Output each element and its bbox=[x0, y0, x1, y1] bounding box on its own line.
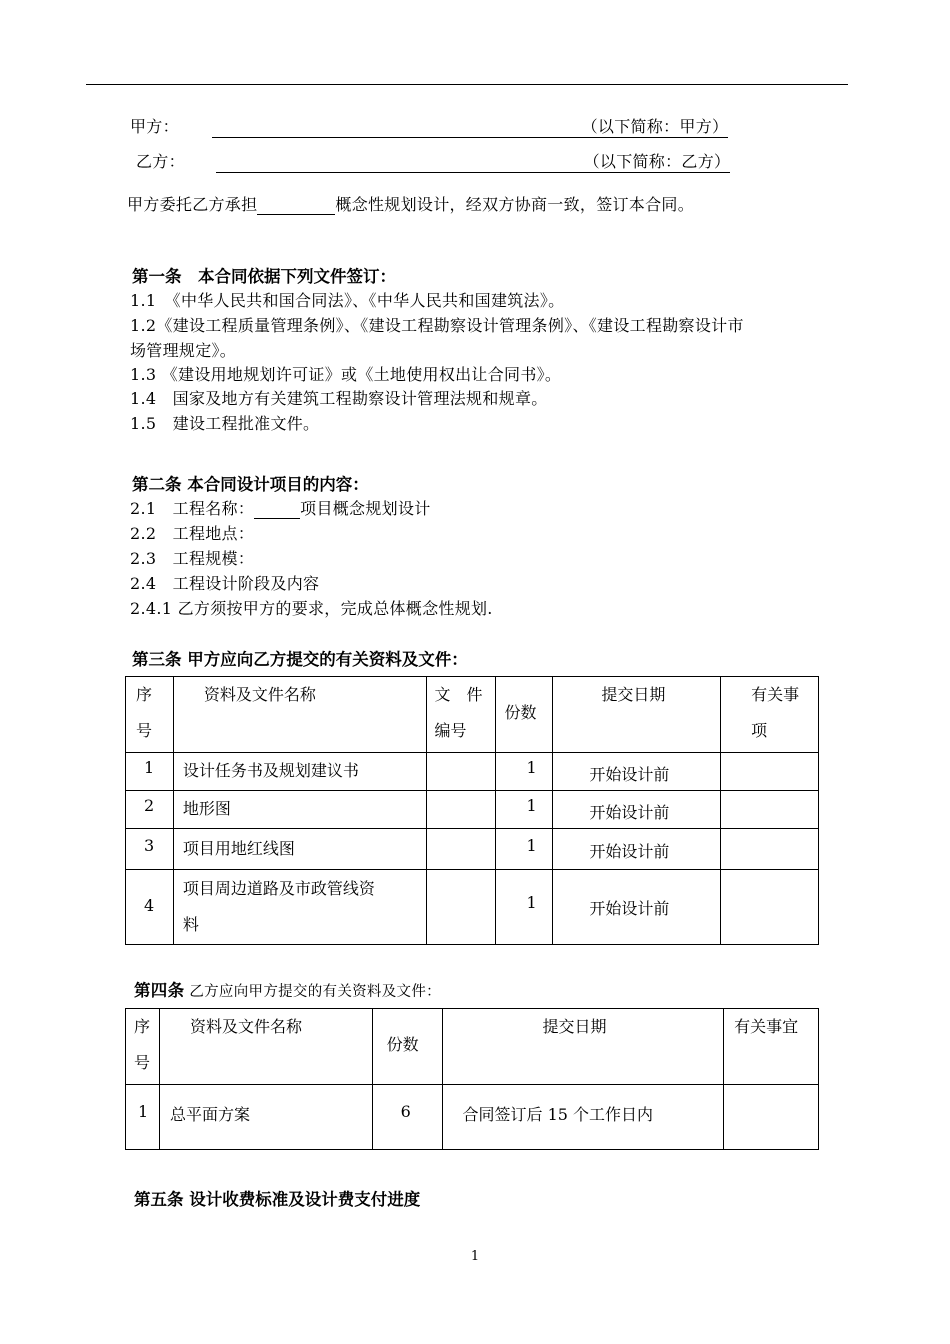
row-seq: 1 bbox=[138, 1102, 149, 1121]
row-name-cont: 料 bbox=[182, 915, 199, 934]
row-name: 项目周边道路及市政管线资 bbox=[182, 879, 375, 898]
party-a-line bbox=[130, 114, 728, 138]
header-name: 资料及文件名称 bbox=[173, 677, 426, 753]
row-date: 合同签订后 15 个工作日内 bbox=[462, 1105, 654, 1124]
article1-item: 1.2《建设工程质量管理条例》、《建设工程勘察设计管理条例》、《建设工程勘察设计市 bbox=[130, 316, 744, 335]
row-date: 开始设计前 bbox=[589, 899, 670, 918]
header-rule bbox=[86, 84, 848, 85]
party-b-suffix: （以下简称：乙方） bbox=[583, 152, 731, 171]
header-fileno: 文 件 编号 bbox=[426, 677, 496, 753]
intro-part2: 概念性规划设计，经双方协商一致，签订本合同。 bbox=[335, 195, 695, 214]
row-copies: 1 bbox=[526, 836, 537, 855]
article2-item: 2.3 工程规模： bbox=[130, 549, 255, 568]
article1-heading: 第一条 本合同依据下列文件签订： bbox=[132, 267, 396, 286]
article2-item1-prefix: 2.1 工程名称： bbox=[130, 499, 255, 518]
intro-blank[interactable] bbox=[257, 195, 335, 215]
table-row bbox=[126, 829, 819, 870]
article2-item: 2.4.1 乙方须按甲方的要求，完成总体概念性规划. bbox=[130, 599, 493, 618]
article3-table bbox=[125, 676, 819, 945]
article1-item: 1.3 《建设用地规划许可证》或《土地使用权出让合同书》。 bbox=[130, 365, 562, 384]
row-copies: 6 bbox=[400, 1102, 411, 1121]
row-seq: 1 bbox=[144, 758, 155, 777]
intro-part1: 甲方委托乙方承担 bbox=[127, 195, 258, 214]
row-date: 开始设计前 bbox=[589, 842, 670, 861]
article2-item: 2.2 工程地点： bbox=[130, 524, 255, 543]
party-b-blank[interactable] bbox=[216, 149, 730, 173]
party-b-label: 乙方： bbox=[136, 152, 185, 171]
header-matters: 有关事宜 bbox=[724, 1009, 819, 1085]
table-header-row bbox=[126, 677, 819, 753]
article2-item1-suffix: 项目概念规划设计 bbox=[300, 499, 431, 518]
table-row bbox=[126, 753, 819, 791]
row-date: 开始设计前 bbox=[589, 803, 670, 822]
article4-heading bbox=[134, 977, 441, 1001]
table-header-row bbox=[126, 1009, 819, 1085]
row-seq: 3 bbox=[144, 836, 155, 855]
article4-heading-bold: 第四条 bbox=[134, 981, 185, 1000]
row-seq: 4 bbox=[144, 896, 155, 915]
row-copies: 1 bbox=[526, 758, 537, 777]
header-date: 提交日期 bbox=[553, 677, 721, 753]
article2-item-1 bbox=[130, 496, 431, 519]
party-a-suffix: （以下简称：甲方） bbox=[581, 117, 729, 136]
article1-item: 1.1 《中华人民共和国合同法》、《中华人民共和国建筑法》。 bbox=[130, 291, 565, 310]
row-copies: 1 bbox=[526, 796, 537, 815]
article1-item: 场管理规定》。 bbox=[130, 341, 237, 360]
intro-line bbox=[127, 192, 694, 215]
party-b-line bbox=[136, 149, 730, 173]
header-name: 资料及文件名称 bbox=[159, 1009, 372, 1085]
party-a-label: 甲方： bbox=[130, 117, 179, 136]
page-number: 1 bbox=[470, 1249, 480, 1264]
project-name-blank[interactable] bbox=[254, 499, 300, 519]
row-name: 设计任务书及规划建议书 bbox=[182, 761, 359, 780]
header-copies: 份数 bbox=[496, 677, 553, 753]
row-name: 总平面方案 bbox=[169, 1105, 250, 1124]
table-row bbox=[126, 791, 819, 829]
header-seq: 序 号 bbox=[126, 1009, 160, 1085]
row-seq: 2 bbox=[144, 796, 155, 815]
header-copies: 份数 bbox=[372, 1009, 442, 1085]
header-matters: 有关事 项 bbox=[721, 677, 819, 753]
header-date: 提交日期 bbox=[442, 1009, 724, 1085]
table-row bbox=[126, 870, 819, 945]
row-date: 开始设计前 bbox=[589, 765, 670, 784]
article4-heading-rest: 乙方应向甲方提交的有关资料及文件： bbox=[184, 984, 441, 1000]
row-copies: 1 bbox=[526, 893, 537, 912]
article1-item: 1.4 国家及地方有关建筑工程勘察设计管理法规和规章。 bbox=[130, 389, 548, 408]
row-name: 地形图 bbox=[182, 799, 231, 818]
article4-table bbox=[125, 1008, 819, 1150]
article5-heading: 第五条 设计收费标准及设计费支付进度 bbox=[134, 1190, 421, 1209]
article2-heading: 第二条 本合同设计项目的内容： bbox=[132, 475, 369, 494]
header-seq: 序 号 bbox=[126, 677, 174, 753]
table-row bbox=[126, 1085, 819, 1150]
article2-item: 2.4 工程设计阶段及内容 bbox=[130, 574, 320, 593]
party-a-blank[interactable] bbox=[212, 114, 728, 138]
row-name: 项目用地红线图 bbox=[182, 839, 295, 858]
article3-heading: 第三条 甲方应向乙方提交的有关资料及文件： bbox=[132, 650, 468, 669]
article1-item: 1.5 建设工程批准文件。 bbox=[130, 414, 320, 433]
